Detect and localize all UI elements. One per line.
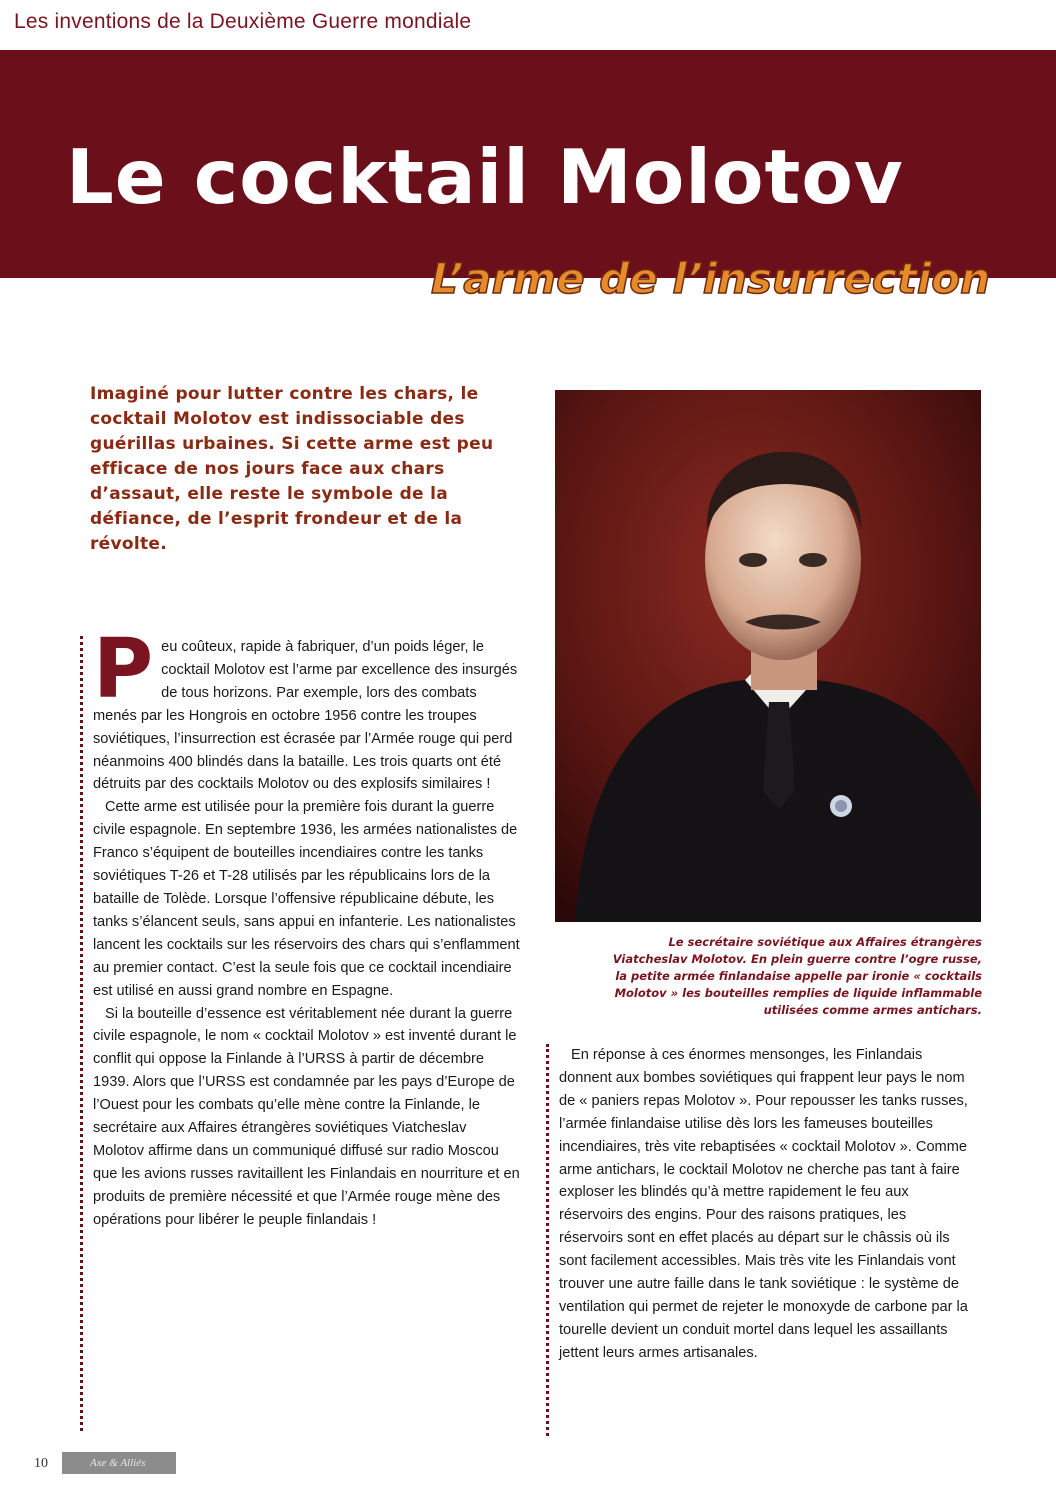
- body-paragraph: Cette arme est utilisée pour la première fois durant la guerre civile espagnole. En septembre 1936, les armées nationalistes de Franco s’équipent de bouteilles incendiaires contre les tanks soviétiques T-26 et T-28 utilisés par les républicains lors de la bataille de Tolède. Lorsque l’offensive républicaine débute, les tanks s’élancent seuls, sans appui en infanterie. Les nationalistes lancent les cocktails sur les réservoirs des chars qui s’enflamment au premier contact. C’est la seule fois que ce cocktail incendiaire est utilisé en aussi grand nombre en Espagne.: [93, 799, 520, 999]
- portrait-image: [555, 390, 981, 922]
- byline: [856, 34, 992, 52]
- body-paragraph: Si la bouteille d’essence est véritablement née durant la guerre civile espagnole, le nom « cocktail Molotov » est inventé durant le conflit qui oppose la Finlande à l’URSS à partir de décembre 1939. Alors que l’URSS est condamnée par les pays d’Europe de l’Ouest pour les combats qu’elle mène contre la Finlande, le secrétaire aux Affaires étrangères soviétiques Viatcheslav Molotov affirme dans un communiqué diffusé sur radio Moscou que les avions russes ravitaillent les Finlandais en nourriture et en produits de première nécessité et que l’Armée rouge mène des opérations pour libérer le peuple finlandais !: [93, 1005, 520, 1228]
- article-intro: Imaginé pour lutter contre les chars, le cocktail Molotov est indissociable des guérillas urbaines. Si cette arme est peu efficace de nos jours face aux chars d’assaut, elle reste le symbole de la défiance, de l’esprit frondeur et de la révolte.: [90, 384, 494, 554]
- drop-cap: P: [93, 622, 154, 717]
- article-subtitle: L’arme de l’insurrection: [431, 254, 990, 303]
- article-title: Le cocktail Molotov: [66, 133, 904, 221]
- series-title: Les inventions de la Deuxième Guerre mondiale: [14, 10, 472, 33]
- molotov-portrait-photo: [555, 390, 981, 922]
- article-column-right: [546, 1044, 970, 1436]
- body-paragraph: eu coûteux, rapide à fabriquer, d’un poids léger, le cocktail Molotov est l’arme par excellence des insurgés de tous horizons. Par exemple, lors des combats menés par les Hongrois en octobre 1956 contre les troupes soviétiques, l’insurrection est écrasée par l’Armée rouge qui perd néanmoins 400 blindés dans la bataille. Les trois quarts ont été détruits par des cocktails Molotov ou des explosifs similaires !: [93, 639, 518, 793]
- series-tab: [0, 0, 600, 50]
- body-paragraph: En réponse à ces énormes mensonges, les Finlandais donnent aux bombes soviétiques qui frappent leur pays le nom de « paniers repas Molotov ». Pour repousser les tanks russes, l’armée finlandaise utilise dès lors les fameuses bouteilles incendiaires, très vite rebaptisées « cocktail Molotov ». Comme arme antichars, le cocktail Molotov ne cherche pas tant à faire exploser les blindés qu’à mettre rapidement le feu aux réservoirs des engins. Pour des raisons pratiques, les réservoirs sont en effet placés au départ sur le châssis où ils sont facilement accessibles. Mais très vite les Finlandais vont trouver une autre faille dans le tank soviétique : le système de ventilation qui permet de rejeter le monoxyde de carbone par la tourelle devient un conduit mortel dans lequel les assaillants jettent leurs armes artisanales.: [559, 1047, 968, 1361]
- byline-prefix: par: [855, 36, 876, 51]
- photo-caption: Le secrétaire soviétique aux Affaires étrangères Viatcheslav Molotov. En plein guerre contre l’ogre russe, la petite armée finlandaise appelle par ironie « cocktails Molotov » les bouteilles remplies de liquide inflammable utilisées comme armes antichars.: [612, 935, 982, 1017]
- page-number: 10: [34, 1456, 48, 1471]
- article-column-left: [80, 622, 520, 1431]
- byline-author: Boris LAURENT: [878, 34, 992, 50]
- magazine-tag: Axe & Alliés: [62, 1452, 176, 1474]
